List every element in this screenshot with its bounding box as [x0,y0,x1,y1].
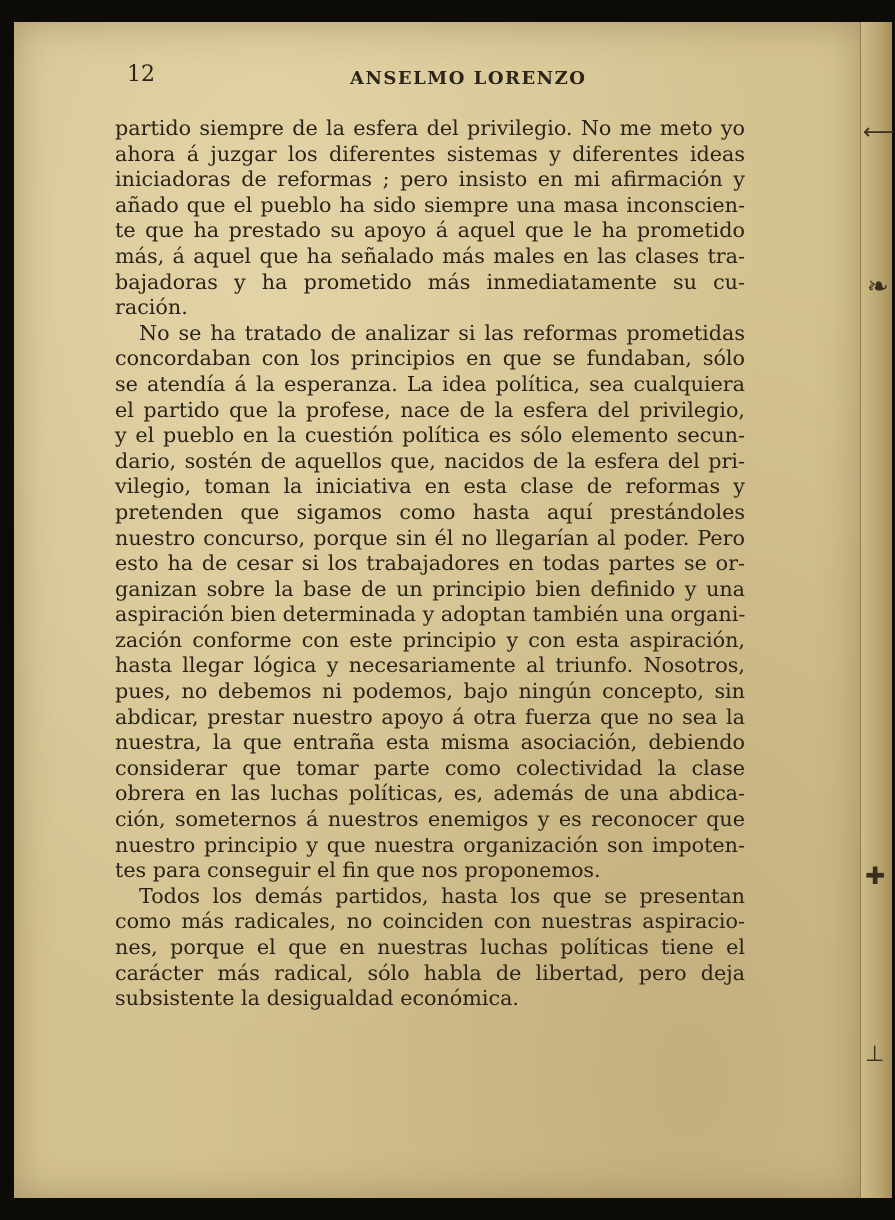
text-line: considerar que tomar parte como colectividad la clase [115,755,745,780]
text-line: bajadoras y ha prometido más inmediatamente su cu- [115,269,745,294]
text-line: hasta llegar lógica y necesariamente al triunfo. Nosotros, [115,653,745,678]
text-line: Todos los demás partidos, hasta los que se presentan [139,883,745,908]
text-line: pues, no debemos ni podemos, bajo ningún concepto, sin [115,679,745,704]
text-line: obrera en las luchas políticas, es, además de una abdica- [115,781,745,806]
text-line: pretenden que sigamos como hasta aquí prestándoles [115,499,745,524]
text-line: nuestra, la que entraña esta misma asociación, debiendo [115,730,745,755]
text-line: dario, sostén de aquellos que, nacidos de la esfera del pri- [115,448,745,473]
text-line: vilegio, toman la iniciativa en esta clase de reformas y [115,474,745,499]
running-head: ANSELMO LORENZO [350,68,587,89]
text-line: partido siempre de la esfera del privilegio. No me meto yo [115,116,745,140]
text-line: más, á aquel que ha señalado más males en las clases tra- [115,243,745,268]
text-line: aspiración bien determinada y adoptan también una organi- [115,602,746,627]
text-line: añado que el pueblo ha sido siempre una masa inconscien- [115,192,745,217]
text-line: el partido que la profese, nace de la esfera del privilegio, [115,397,745,422]
text-line: zación conforme con este principio y con esta aspiración, [115,627,745,652]
text-line: nes, porque el que en nuestras luchas políticas tiene el [115,935,745,959]
text-line: subsistente la desigualdad económica. [115,986,519,1011]
ink-smudge-mark-lower: ⊥ [865,1042,885,1067]
paragraph-2 [115,321,745,884]
text-line: ración. [115,295,188,320]
text-line: nuestro concurso, porque sin él no llegarían al poder. Pero [115,525,745,550]
paragraph-1 [115,116,745,321]
text-line: concordaban con los principios en que se fundaban, sólo [115,346,745,371]
page-number: 12 [127,62,155,87]
text-line: tes para conseguir el fin que nos proponemos. [115,858,601,883]
text-line: y el pueblo en la cuestión política es sólo elemento secun- [115,423,745,448]
text-line: nuestro principio y que nuestra organización son impoten- [115,832,745,857]
text-line: ción, someternos á nuestros enemigos y es reconocer que [115,807,745,832]
book-page [14,22,895,1198]
text-line: carácter más radical, sólo habla de libertad, pero deja [115,960,745,985]
text-line: abdicar, prestar nuestro apoyo á otra fuerza que no sea la [115,704,745,729]
page-edge [860,22,895,1198]
text-line: iniciadoras de reformas ; pero insisto en mi afirmación y [115,167,745,192]
text-line: esto ha de cesar si los trabajadores en todas partes se or- [115,551,745,576]
text-line: se atendía á la esperanza. La idea política, sea cualquiera [115,371,745,396]
text-line: No se ha tratado de analizar si las reformas prometidas [139,320,745,345]
body-text [115,116,745,1012]
ink-smudge-mark: ✚ [865,862,886,890]
ink-blot-mark: ❧ [867,272,889,302]
pointing-hand-mark: ⟵ [863,120,895,145]
text-line: ahora á juzgar los diferentes sistemas y diferentes ideas [115,141,745,166]
text-line: ganizan sobre la base de un principio bien definido y una [115,576,745,601]
text-line: como más radicales, no coinciden con nuestras aspiracio- [115,909,745,934]
text-line: te que ha prestado su apoyo á aquel que le ha prometido [115,218,745,243]
paragraph-3 [115,884,745,1012]
